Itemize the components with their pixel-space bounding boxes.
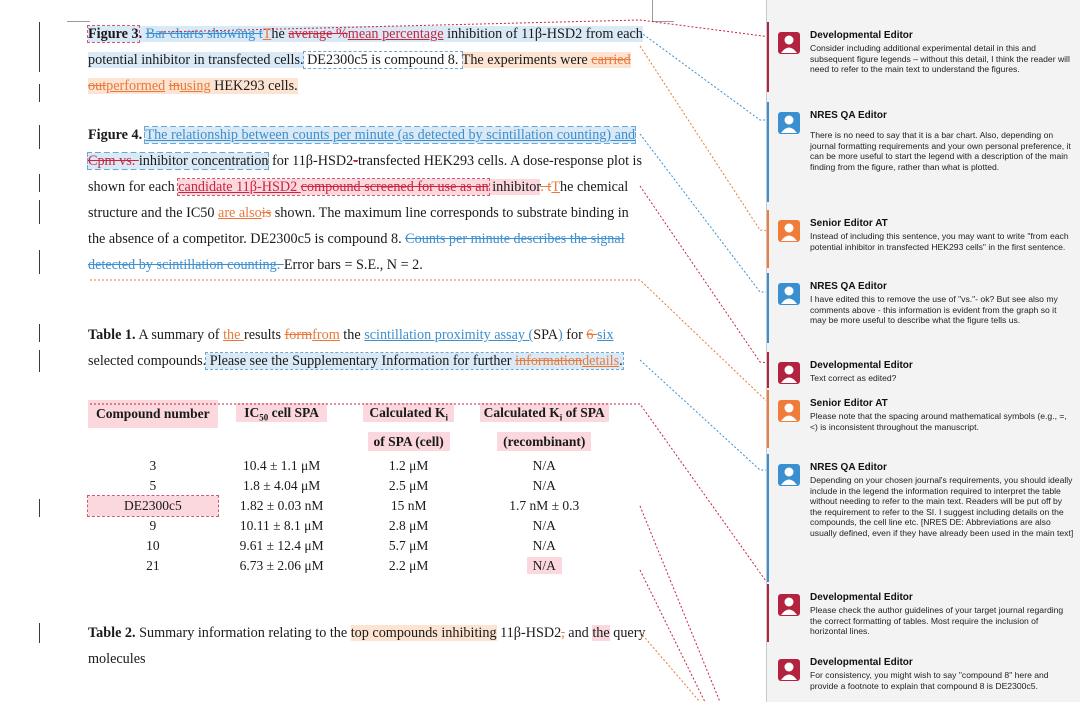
- user-avatar-icon: [778, 32, 800, 54]
- comment-card[interactable]: [776, 30, 1076, 92]
- table-1-caption[interactable]: Table 1. A summary of the results formfrom the scintillation proximity assay (SPA) for 6 six selected compounds. Please see the Supplementary Information for further informationdetails.: [88, 327, 623, 369]
- comment-rail: [767, 273, 769, 343]
- user-avatar-icon: [778, 112, 800, 134]
- figure-3-legend[interactable]: Figure 3. Bar charts showing tThe average %mean percentage inhibition of 11β-HSD2 from each potential inhibitor in transfected cells. DE2300c5 is compound 8. The experiments were carried outperformed inusing HEK293 cells.: [88, 26, 643, 94]
- change-bar: [39, 250, 40, 274]
- comment-text: Please check the author guidelines of your target journal regarding the correct formatting of tables. Most require the inclusion of horizontal lines.: [810, 605, 1064, 637]
- table-row: 5 1.8 ± 4.04 μM 2.5 μM N/A: [149, 478, 556, 493]
- comment-rail: [767, 22, 769, 92]
- table-2-caption[interactable]: Table 2. Summary information relating to the top compounds inhibiting 11β-HSD2, and the query molecules: [88, 625, 646, 667]
- user-avatar-icon: [778, 659, 800, 681]
- comment-text: I have edited this to remove the use of "vs."- ok? But see also my comments above - this information is evident from the graph so it may be more useful to describe what the figure tells us.: [810, 294, 1058, 326]
- figure-3-label: Figure 3: [88, 26, 139, 42]
- figure-4-legend[interactable]: Figure 4. The relationship between counts per minute (as detected by scintillation counting) and Cpm vs. inhibitor concentration for 11β-HSD2-transfected HEK293 cells. A dose-response plot is shown for each candidate 11β-HSD2 compound screened for use as an inhibitor. tThe chemical structure and the IC50 are alsois shown. The maximum line corresponds to substrate binding in the absence of a competitor. DE2300c5 is compound 8. Counts per minute describes the signal detected by scintillation counting. Error bars = S.E., N = 2.: [88, 127, 643, 273]
- comment-author: Developmental Editor: [810, 657, 913, 668]
- comment-author: Developmental Editor: [810, 360, 913, 371]
- comment-card[interactable]: [776, 281, 1076, 343]
- user-avatar-icon: [778, 594, 800, 616]
- comment-author: NRES QA Editor: [810, 110, 887, 121]
- comment-text: Please note that the spacing around mathematical symbols (e.g., =, <) is inconsistent throughout the manuscript.: [810, 411, 1067, 432]
- change-bar: [39, 84, 40, 102]
- user-avatar-icon: [778, 400, 800, 422]
- comment-rail: [767, 102, 769, 202]
- comment-rail: [767, 210, 769, 268]
- comment-text: Consider including additional experimental detail in this and subsequent figure legends – without this detail, I think the reader will need to refer to the main text to understand the figures.: [810, 43, 1070, 75]
- table-row: 3 10.4 ± 1.1 μM 1.2 μM N/A: [149, 458, 556, 473]
- comment-text: Instead of including this sentence, you may want to write "from each potential inhibitor in transfected HEK293 cells" in the first sentence.: [810, 231, 1069, 252]
- comment-text: For consistency, you might wish to say "compound 8" here and provide a footnote to explain that compound 8 is DE2300c5.: [810, 670, 1049, 691]
- comment-card[interactable]: [776, 110, 1076, 202]
- user-avatar-icon: [778, 362, 800, 384]
- change-bar: [39, 499, 40, 517]
- table-header-ki-cell: Calculated $K_i$: [346, 400, 472, 428]
- comment-author: Senior Editor AT: [810, 398, 888, 409]
- change-bar: [39, 350, 40, 372]
- comment-author: Developmental Editor: [810, 30, 913, 41]
- user-avatar-icon: [778, 464, 800, 486]
- comment-author: Senior Editor AT: [810, 218, 888, 229]
- table-header-ki-cell-2: of SPA (cell): [346, 428, 472, 456]
- comment-rail: [767, 352, 769, 388]
- table-header-ki-recomb: Calculated $K_i$ of SPA: [472, 400, 617, 428]
- comment-text: Depending on your chosen journal's requirements, you should ideally include in the legend the information required to interpret the table without needing to refer to the main text. Readers will be put off by the requirement to refer to the SI. I suggest including details on the compounds, the cell line etc. [NRES DE: Abbreviations are also usually defined, even if they have already been used in the main text]: [810, 475, 1074, 538]
- change-bar: [39, 200, 40, 224]
- user-avatar-icon: [778, 220, 800, 242]
- crop-mark: [652, 0, 653, 21]
- comment-card[interactable]: [776, 360, 1076, 390]
- user-avatar-icon: [778, 283, 800, 305]
- comment-rail: [767, 390, 769, 448]
- comment-text: There is no need to say that it is a bar chart. Also, depending on journal formatting requirements and your own personal preference, it can be more useful to start the legend with a description of the main finding from the figure, rather than what is plotted.: [810, 130, 1071, 172]
- comment-rail: [767, 584, 769, 642]
- change-bar: [39, 623, 40, 643]
- comment-rail: [767, 454, 769, 582]
- comment-author: NRES QA Editor: [810, 462, 887, 473]
- table-row: DE2300c5 1.82 ± 0.03 nM 15 nM 1.7 nM ± 0.3: [88, 496, 617, 516]
- change-bar: [39, 125, 40, 149]
- comment-card[interactable]: [776, 657, 1076, 702]
- comment-card[interactable]: [776, 462, 1076, 582]
- table-row: 10 9.61 ± 12.4 μM 5.7 μM N/A: [146, 538, 556, 553]
- comment-author: NRES QA Editor: [810, 281, 887, 292]
- comment-card[interactable]: [776, 592, 1076, 644]
- crop-mark: [68, 21, 90, 22]
- comment-card[interactable]: [776, 218, 1076, 268]
- change-bar: [39, 324, 40, 342]
- table-header-compound: Compound number: [88, 400, 218, 428]
- crop-mark: [652, 21, 674, 22]
- table-row: 21 6.73 ± 2.06 μM 2.2 μM N/A: [88, 556, 617, 576]
- comment-card[interactable]: [776, 398, 1076, 448]
- table-row: 9 10.11 ± 8.1 μM 2.8 μM N/A: [149, 518, 556, 533]
- results-table: [88, 400, 617, 576]
- table-header-ki-recomb-2: (recombinant): [472, 428, 617, 456]
- change-bar: [39, 174, 40, 192]
- change-bar: [39, 22, 40, 72]
- comment-text: Text correct as edited?: [810, 373, 897, 383]
- comment-author: Developmental Editor: [810, 592, 913, 603]
- table-header-ic50: $IC_{50}$ cell SPA: [218, 400, 346, 428]
